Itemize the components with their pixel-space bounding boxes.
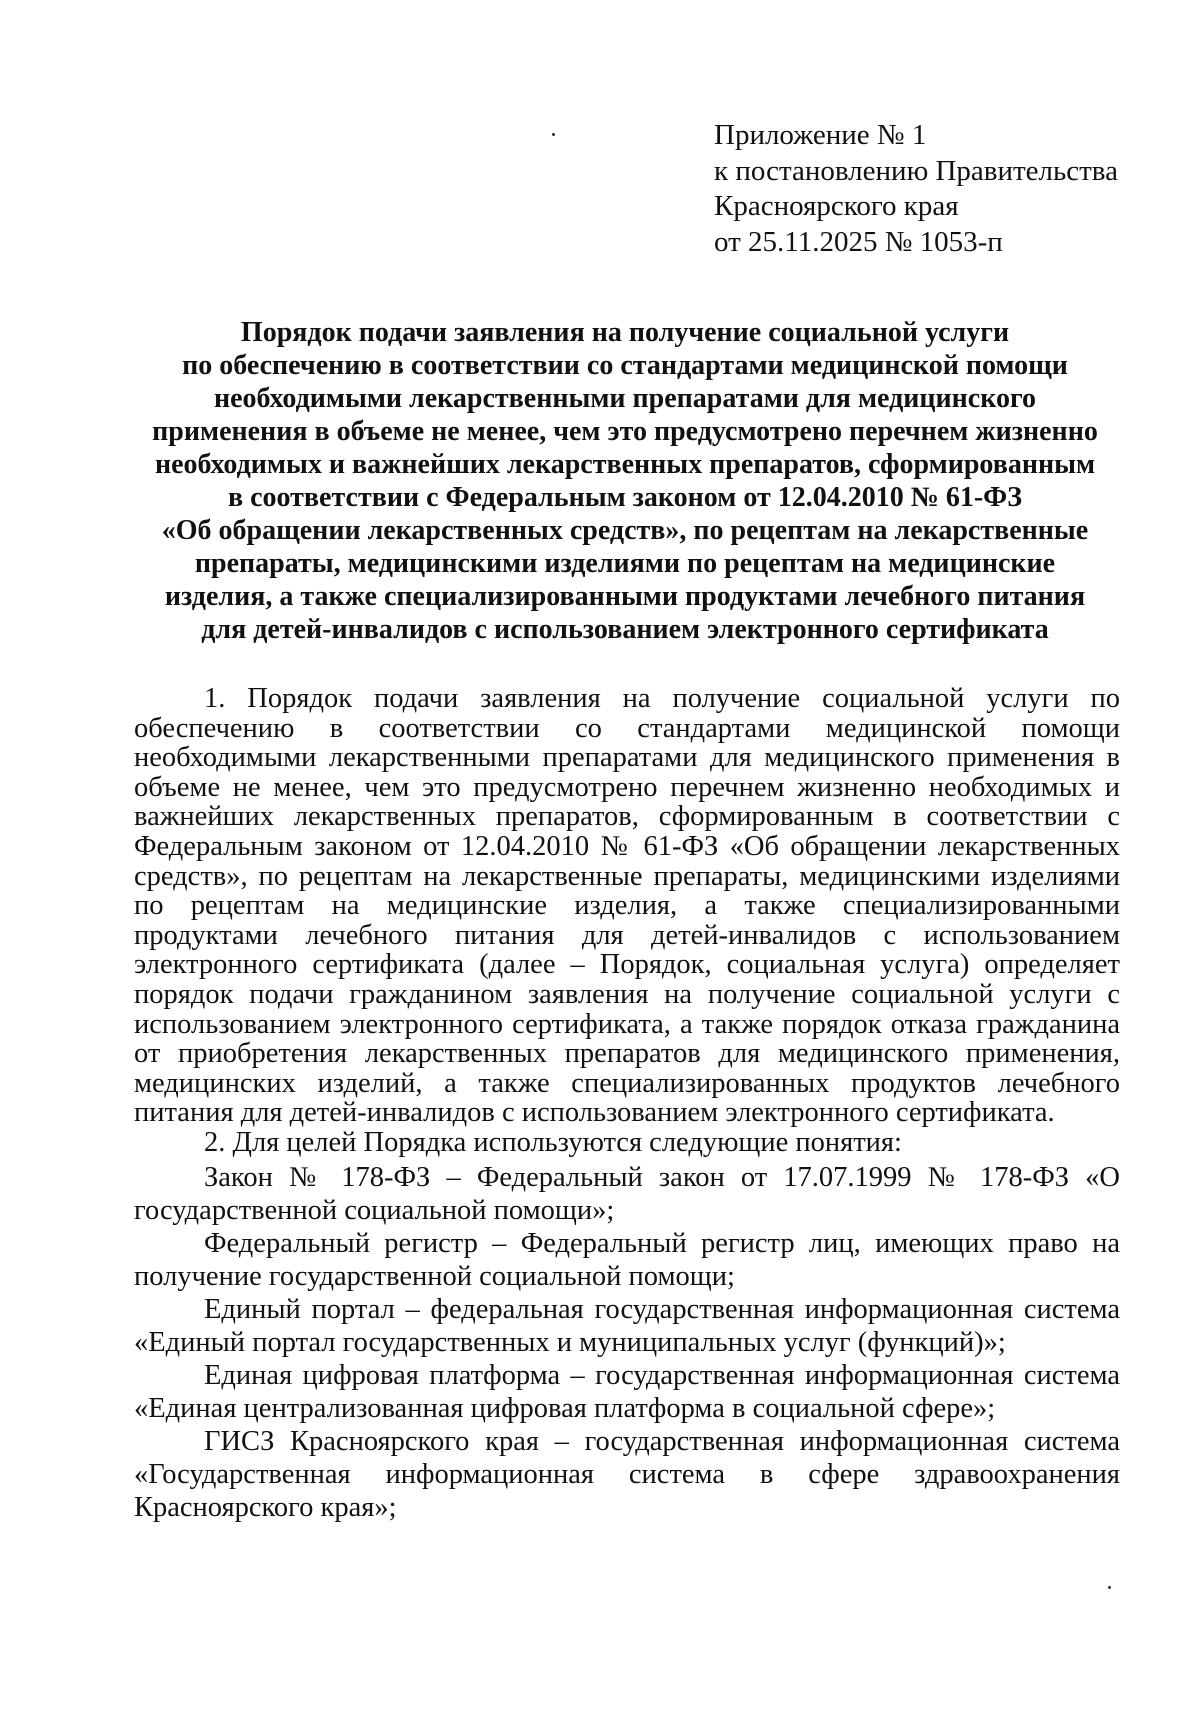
title-line: необходимых и важнейших лекарственных препаратов, сформированным: [154, 449, 1096, 480]
definition-law-178: Закон № 178-ФЗ – Федеральный закон от 17.07.1999 № 178-ФЗ «О государственной социальной помощи»;: [134, 1161, 1120, 1226]
definitions-list: [134, 1161, 1120, 1524]
definition-digital-platform: Единая цифровая платформа – государственная информационная система «Единая централизованная цифровая платформа в социальной сфере»;: [134, 1359, 1120, 1424]
definition-unified-portal: Единый портал – федеральная государственная информационная система «Единый портал государственных и муниципальных услуг (функций)»;: [134, 1293, 1120, 1358]
definition-federal-register: Федеральный регистр – Федеральный регистр лиц, имеющих право на получение государственной социальной помощи;: [134, 1227, 1120, 1292]
title-line: для детей-инвалидов с использованием электронного сертификата: [201, 614, 1049, 645]
appendix-date: от 25.11.2025 № 1053-п: [714, 225, 1003, 258]
appendix-resolution: к постановлению Правительства: [714, 154, 1118, 187]
scan-speck: [552, 133, 555, 136]
document-title: [130, 316, 1120, 646]
appendix-block: [714, 118, 1118, 260]
title-line: в соответствии с Федеральным законом от 12.04.2010 № 61-ФЗ: [227, 482, 1023, 513]
title-line: применения в объеме не менее, чем это предусмотрено перечнем жизненно: [152, 416, 1098, 447]
definition-gisz: ГИСЗ Красноярского края – государственная информационная система «Государственная информационная система в сфере здравоохранения Красноярского края»;: [134, 1425, 1120, 1523]
title-line: Порядок подачи заявления на получение социальной услуги: [240, 317, 1010, 348]
document-body: [134, 684, 1120, 1524]
appendix-region: Красноярского края: [714, 190, 959, 222]
title-line: «Об обращении лекарственных средств», по рецептам на лекарственные: [161, 515, 1089, 546]
paragraph-1: 1. Порядок подачи заявления на получение социальной услуги по обеспечению в соответствии со стандартами медицинской помощи необходимыми лекарственными препаратами для медицинского применения в объеме не менее, чем это предусмотрено перечнем жизненно необходимых и важнейших лекарственных препаратов, сформированным в соответствии с Федеральным законом от 12.04.2010 № 61-ФЗ «Об обращении лекарственных средств», по рецептам на лекарственные препараты, медицинскими изделиями по рецептам на медицинские изделия, а также специализированными продуктами лечебного питания для детей-инвалидов с использованием электронного сертификата (далее – Порядок, социальная услуга) определяет порядок подачи гражданином заявления на получение социальной услуги с использованием электронного сертификата, а также порядок отказа гражданина от приобретения лекарственных препаратов для медицинского применения, медицинских изделий, а также специализированных продуктов лечебного питания для детей-инвалидов с использованием электронного сертификата.: [134, 683, 1120, 1129]
appendix-number: Приложение № 1: [714, 119, 927, 151]
title-line: изделия, а также специализированными продуктами лечебного питания: [164, 581, 1086, 612]
scan-speck: [1108, 1586, 1111, 1589]
title-line: по обеспечению в соответствии со стандартами медицинской помощи: [182, 350, 1068, 381]
paragraph-2: 2. Для целей Порядка используются следующие понятия:: [204, 1126, 902, 1158]
title-line: препараты, медицинскими изделиями по рецептам на медицинские: [194, 548, 1056, 579]
title-line: необходимыми лекарственными препаратами для медицинского: [213, 383, 1036, 414]
